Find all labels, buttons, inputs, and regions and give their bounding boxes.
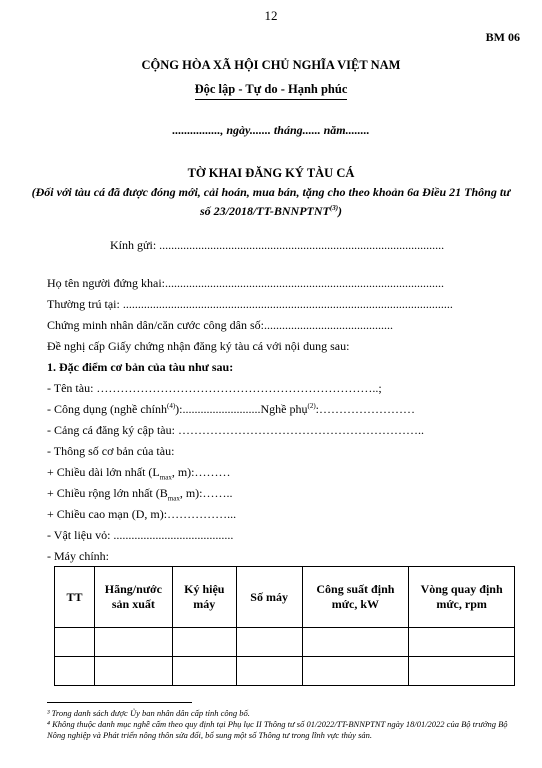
subtitle-footnote-ref: (3): [329, 204, 339, 212]
table-cell: [302, 657, 409, 686]
depth-field: + Chiều cao mạn (D, m):……………...: [47, 507, 237, 521]
table-cell: [172, 628, 236, 657]
col-header-manufacturer: Hãng/nước sản xuất: [94, 567, 172, 628]
footnote-3: ³ Trong danh sách được Ủy ban nhân dân cấp tỉnh công bố.: [47, 708, 250, 718]
motto-wrapper: [0, 80, 542, 100]
col-header-power: Công suất định mức, kW: [302, 567, 409, 628]
document-title: TỜ KHAI ĐĂNG KÝ TÀU CÁ: [187, 166, 355, 180]
national-motto: Độc lập - Tự do - Hạnh phúc: [195, 82, 348, 100]
col-header-index: TT: [55, 567, 95, 628]
table-cell: [236, 628, 302, 657]
usage-secondary-label: ):..........................Nghề phụ: [175, 402, 308, 416]
port-field: - Cảng cá đăng ký cập tàu: ……………………………………………………..: [47, 423, 424, 437]
recipient-line: Kính gửi: ...............................................................................................: [110, 238, 445, 252]
id-number-field: Chứng minh nhân dân/căn cước công dân số:...........................................: [47, 318, 393, 332]
subtitle-close: ): [338, 204, 343, 218]
length-dots: , m):………: [171, 465, 231, 479]
table-cell: [302, 628, 409, 657]
subtitle-text: (Đối với tàu cá đã được đóng mới, cải hoán, mua bán, tặng cho theo khoản 6a Điều 21 Thông tư số 23/2018/TT-BNNPTNT: [31, 185, 511, 218]
table-row: [55, 628, 515, 657]
table-cell: [94, 628, 172, 657]
footnote-4: ⁴ Không thuộc danh mục nghề cấm theo quy định tại Phụ lục II Thông tư số 01/2022/TT-BNNPTNT ngày 18/01/2022 của Bộ trưởng Bộ Nông nghiệp và Phát triển nông thôn sửa đổi, bổ sung một số Thông tư trong lĩnh vực thủy sản.: [47, 719, 508, 740]
hull-material-field: - Vật liệu vỏ: ........................................: [47, 528, 234, 542]
table-cell: [409, 628, 515, 657]
table-cell: [55, 657, 95, 686]
national-title: CỘNG HÒA XÃ HỘI CHỦ NGHĨA VIỆT NAM: [141, 58, 401, 72]
declarant-field: Họ tên người đứng khai:.............................................................................................: [47, 276, 445, 290]
table-cell: [55, 628, 95, 657]
usage-footnote-ref-4: (4): [166, 402, 176, 410]
footnote-divider: [47, 702, 192, 703]
residence-field: Thường trú tại: ..............................................................................................................: [47, 297, 453, 311]
table-cell: [172, 657, 236, 686]
table-cell: [94, 657, 172, 686]
table-cell: [236, 657, 302, 686]
engine-table-header-row: [55, 567, 515, 628]
footnotes: [47, 708, 517, 741]
ship-name-field: - Tên tàu: ……………………………………………………………..;: [47, 381, 382, 395]
length-field: [47, 465, 231, 481]
table-row: [55, 657, 515, 686]
usage-footnote-ref-2: (2): [307, 402, 316, 410]
form-code: BM 06: [485, 30, 520, 44]
page-number: 12: [264, 8, 278, 23]
usage-main-label: - Công dụng (nghề chính: [47, 402, 167, 416]
width-dots: , m):……..: [179, 486, 233, 500]
col-header-rpm: Vòng quay định mức, rpm: [409, 567, 515, 628]
col-header-model: Ký hiệu máy: [172, 567, 236, 628]
request-line: Đề nghị cấp Giấy chứng nhận đăng ký tàu cá với nội dung sau:: [47, 339, 350, 353]
specs-heading: - Thông số cơ bản của tàu:: [47, 444, 175, 458]
col-header-serial: Số máy: [236, 567, 302, 628]
usage-field: [47, 402, 415, 417]
main-engine-label: - Máy chính:: [47, 549, 109, 563]
section1-heading: 1. Đặc điểm cơ bản của tàu như sau:: [47, 360, 234, 374]
date-line: ................, ngày....... tháng...... năm........: [172, 123, 370, 137]
width-subscript: max: [167, 494, 180, 503]
document-subtitle: [30, 184, 512, 219]
length-label: + Chiều dài lớn nhất (L: [47, 465, 160, 479]
table-cell: [409, 657, 515, 686]
width-field: [47, 486, 233, 502]
width-label: + Chiều rộng lớn nhất (B: [47, 486, 168, 500]
length-subscript: max: [159, 473, 172, 482]
engine-table: [54, 566, 515, 686]
usage-secondary-dots: :……………………: [315, 402, 415, 416]
